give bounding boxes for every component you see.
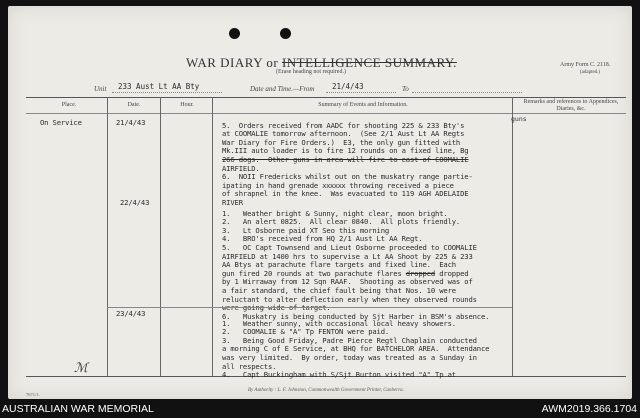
struck-word: dropped xyxy=(405,268,436,278)
date-label: Date and Time.—From xyxy=(250,85,315,93)
struck-word: xxxxxx xyxy=(322,180,346,190)
punch-hole xyxy=(229,28,240,39)
date-value: 21/4/43 xyxy=(332,82,364,91)
to-label: To xyxy=(402,85,409,93)
form-title: WAR DIARY or INTELLIGENCE SUMMARY. xyxy=(186,55,457,70)
army-form-number: Army Form C. 2118. xyxy=(560,62,611,68)
col-place: Place. xyxy=(61,102,77,108)
margin-note: guns xyxy=(511,115,527,123)
army-form-adapted: (adapted.) xyxy=(580,70,601,75)
punch-hole xyxy=(280,28,291,39)
diary-text: 1. Weather sunny, with occasional local heavy showers. 2. COOMALIE & "A" Tp FENTON were paid. 3. Being Good Friday, Padre Pierce Regtl Chaplain conducted a morning C of E Service, at BHQ for BATCHELOR AREA. Attendance was very limited. By order, today was treated as a Sunday in all respects. 4. Capt Buckingham with S/Sjt Burton visited "A" Tp at xyxy=(222,318,490,380)
handwritten-initials: ℳ xyxy=(74,360,88,375)
form-code: 7671/1. xyxy=(26,392,40,397)
unit-value: 233 Aust Lt AA Bty xyxy=(118,82,200,91)
printer-line: By Authority : L. F. Johnston, Commonwealth Government Printer, Canberra. xyxy=(248,388,404,393)
diary-text: 1. Weather bright & Sunny, night clear, moon bright. 2. An alert 0825. All clear 0840. All plots friendly. 3. Lt Osborne paid XT Seo this morning 4. BRO's received from HQ 2/1 Aust Lt AA Regt. 5. OC Capt Townsend and Lieut Osborne proceeded to COOMALIE AIRFIELD at 1400 hrs to supervise a Lt AA Shoot by 225 & 233 AA Btys at parachute flare targets and fixed line. Each gun fired 20 rounds at two parachute flares dropped dropped by 1 Wirraway from 12 Sqn RAAF. Shooting as observed was of a fair standard, the chief fault being that Nos. 10 were reluctant to alter deflection early when they observed rounds were going wide of target. 6. Muskatry is being conducted by Sjt Harber in BSM's absence. xyxy=(222,208,490,321)
place-entry: On Service xyxy=(40,118,82,127)
col-date: Date. xyxy=(127,102,141,108)
unit-label: Unit xyxy=(94,85,107,93)
date-entry: 22/4/43 xyxy=(120,198,150,207)
col-summary: Summary of Events and Information. xyxy=(318,102,408,108)
date-entry: 21/4/43 xyxy=(116,118,146,127)
diary-text: 5. Orders received from AADC for shooting 225 & 233 Bty's at COOMALIE tomorrow afternoon. (See 2/1 Aust Lt AA Regts War Diary for Fire Orders.) E3, the only gun fitted with Mk.III auto loader is to fire 12 rounds on a fixed line, Bg 266 dogs. Other guns in area will fire to east of COOMALIE AIRFIELD. 6. NOII Fredericks whilst out on the muskatry range partie- ipating in hand grenade xxxxxx throwing received a piece of shrapnel in the knee. Was evacuated to 119 AGH ADELAIDE RIVER xyxy=(222,120,473,207)
col-hour: Hour. xyxy=(180,102,194,108)
date-entry: 23/4/43 xyxy=(116,309,146,318)
archive-id: AWM2019.366.1704 xyxy=(541,403,637,415)
col-remarks: Remarks and references to Appendices, Diaries, &c. xyxy=(523,99,619,112)
archive-caption: AUSTRALIAN WAR MEMORIAL xyxy=(2,403,154,415)
form-subtitle: (Erase heading not required.) xyxy=(276,69,346,75)
struck-heading: INTELLIGENCE SUMMARY. xyxy=(281,55,457,70)
diary-page xyxy=(8,6,632,399)
